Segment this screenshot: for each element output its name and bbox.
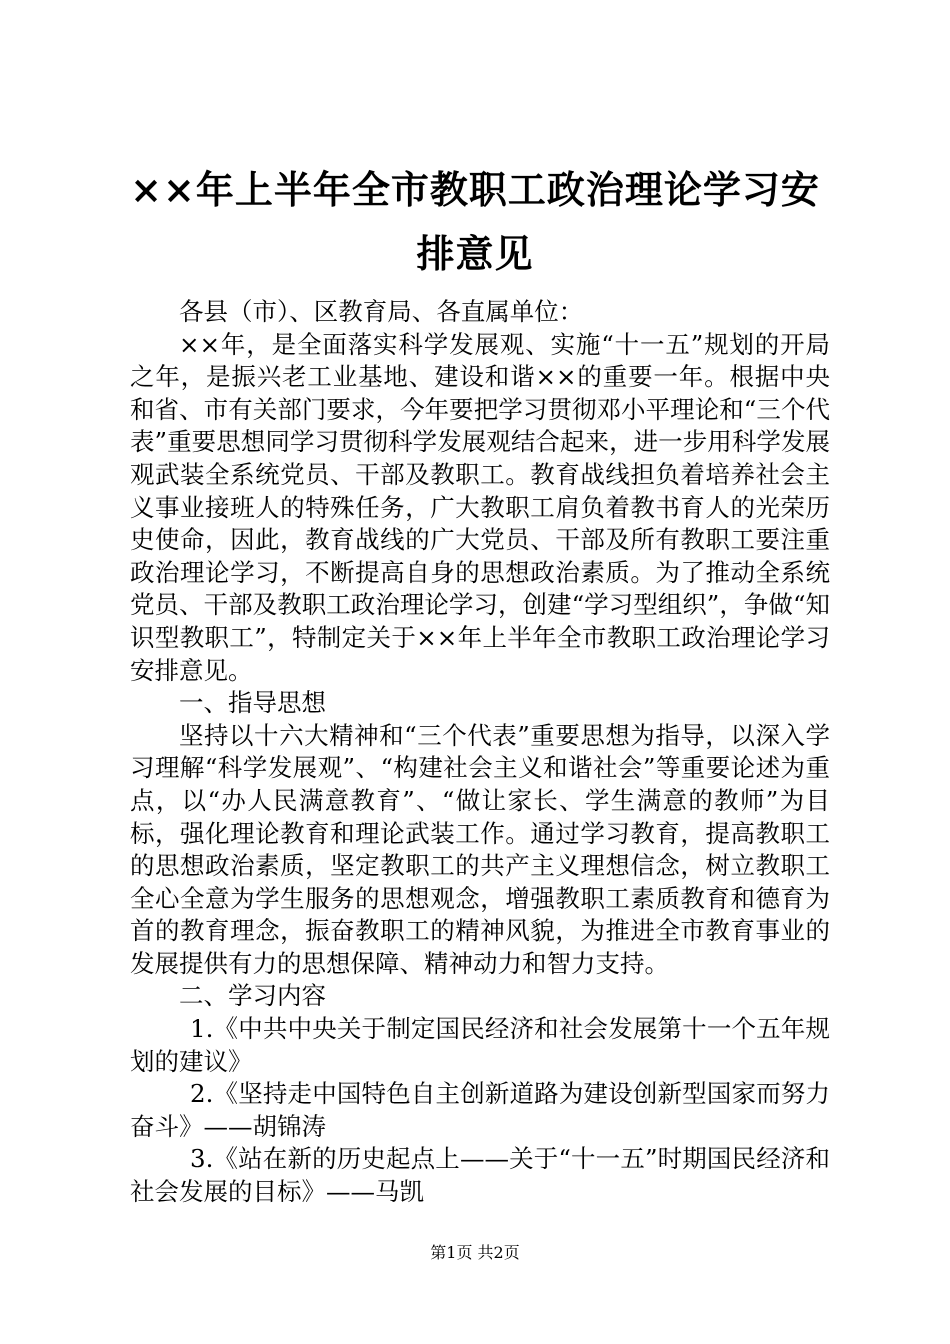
study-item: 1.《中共中央关于制定国民经济和社会发展第十一个五年规划的建议》 — [130, 1014, 830, 1076]
page-footer: 第1页 共2页 — [430, 1243, 520, 1262]
section-heading-study-content: 二、学习内容 — [179, 981, 326, 1011]
guiding-ideology-paragraph: 坚持以十六大精神和“三个代表”重要思想为指导，以深入学习理解“科学发展观”、“构建社会主义和谐社会”等重要论述为重点，以“办人民满意教育”、“做让家长、学生满意的教师”为目标，强化理论教育和理论武装工作。通过学习教育，提高教职工的思想政治素质，坚定教职工的共产主义理想信念，树立教职工全心全意为学生服务的思想观念，增强教职工素质教育和德育为首的教育理念，振奋教职工的精神风貌，为推进全市教育事业的发展提供有力的思想保障、精神动力和智力支持。 — [130, 720, 830, 978]
document-title: ××年上半年全市教职工政治理论学习安排意见 — [130, 167, 820, 276]
study-item: 2.《坚持走中国特色自主创新道路为建设创新型国家而努力奋斗》——胡锦涛 — [130, 1079, 830, 1141]
intro-paragraph: ××年，是全面落实科学发展观、实施“十一五”规划的开局之年，是振兴老工业基地、建设和谐××的重要一年。根据中央和省、市有关部门要求，今年要把学习贯彻邓小平理论和“三个代表”重要思想同学习贯彻科学发展观结合起来，进一步用科学发展观武装全系统党员、干部及教职工。教育战线担负着培养社会主义事业接班人的特殊任务，广大教职工肩负着教书育人的光荣历史使命，因此，教育战线的广大党员、干部及所有教职工要注重政治理论学习，不断提高自身的思想政治素质。为了推动全系统党员、干部及教职工政治理论学习，创建“学习型组织”，争做“知识型教职工”，特制定关于××年上半年全市教职工政治理论学习安排意见。 — [130, 329, 830, 685]
document-body — [130, 296, 830, 1209]
study-item: 3.《站在新的历史起点上——关于“十一五”时期国民经济和社会发展的目标》——马凯 — [130, 1144, 830, 1207]
salutation: 各县（市）、区教育局、各直属单位： — [179, 297, 584, 326]
section-heading-guiding-ideology: 一、指导思想 — [179, 688, 326, 718]
